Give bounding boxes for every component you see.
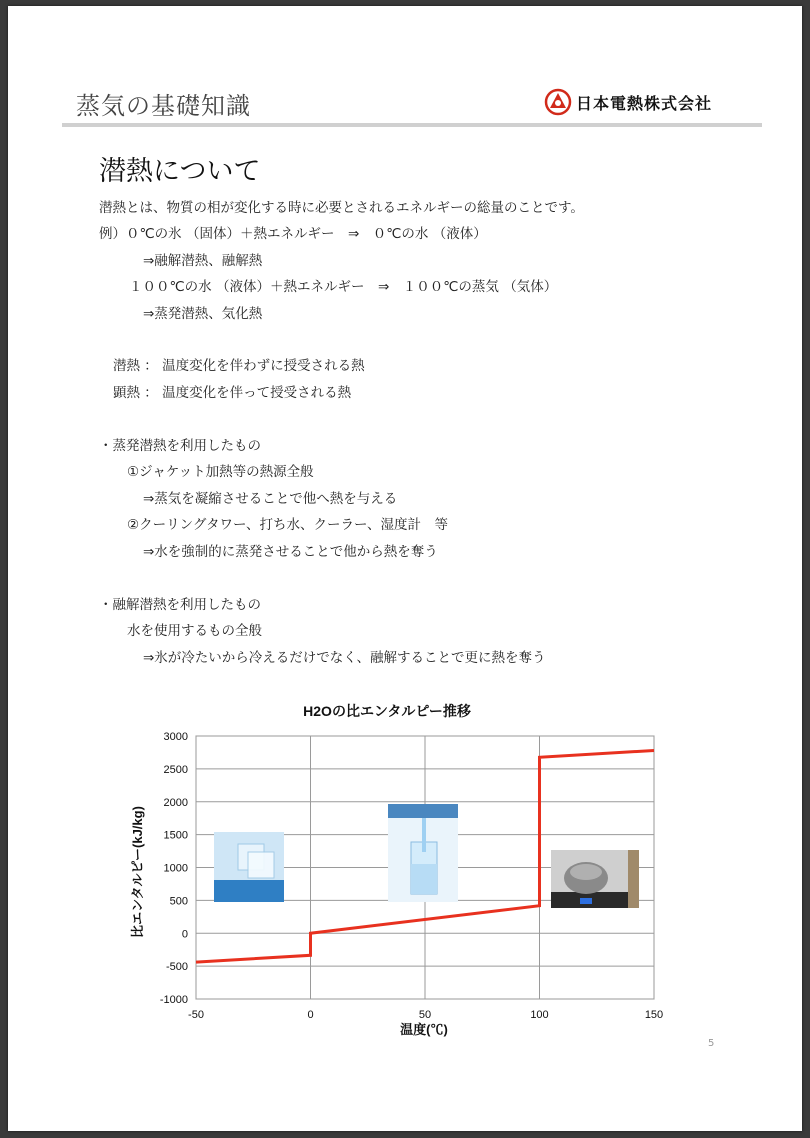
text-line: 潜熱 ： 温度変化を伴わずに授受される熱	[113, 358, 365, 374]
x-tick-label: 0	[307, 1009, 314, 1021]
y-tick-label: 1500	[163, 829, 188, 842]
y-tick-label: 0	[181, 928, 188, 941]
text-line: 水を使用するもの全般	[127, 623, 262, 639]
x-tick-label: 100	[530, 1009, 549, 1021]
x-tick-label: 150	[644, 1009, 664, 1021]
company-emblem-icon	[544, 88, 572, 116]
text-line: ・融解潜熱を利用したもの	[99, 597, 261, 613]
chart-title: H2Oの比エンタルピー推移	[303, 703, 471, 719]
text-line: ・蒸発潜熱を利用したもの	[99, 438, 261, 454]
ice-cube-image	[214, 832, 284, 902]
header-title: 蒸気の基礎知識	[76, 92, 251, 120]
text-line: ⇒蒸発潜熱、気化熱	[143, 306, 263, 322]
x-axis-label: 温度(℃)	[400, 1022, 448, 1037]
text-line: 顕熱 ： 温度変化を伴って授受される熱	[113, 385, 352, 401]
y-tick-label: 3000	[163, 731, 188, 743]
text-line: 例）０℃の氷 （固体）＋熱エネルギー ⇒ ０℃の水 （液体）	[99, 226, 487, 242]
text-line: ②クーリングタワー、打ち水、クーラー、湿度計 等	[127, 517, 448, 533]
text-line: １００℃の水 （液体）＋熱エネルギー ⇒ １００℃の蒸気 （気体）	[129, 279, 558, 295]
text-line: 潜熱とは、物質の相が変化する時に必要とされるエネルギーの総量のことです。	[99, 200, 584, 216]
text-line: ①ジャケット加熱等の熱源全般	[127, 464, 314, 480]
company-name: 日本電熱株式会社	[576, 93, 713, 113]
y-tick-label: -1000	[159, 994, 188, 1006]
x-tick-label: 50	[418, 1009, 432, 1021]
kettle-stove-image	[551, 850, 639, 908]
section-title: 潜熱について	[99, 156, 261, 187]
y-tick-label: -500	[165, 961, 188, 974]
text-line: ⇒融解潜熱、融解熱	[143, 253, 263, 269]
y-axis-label: 比エンタルピー(kJ/kg)	[130, 806, 145, 938]
header-divider	[62, 123, 762, 127]
document-page	[8, 6, 802, 1131]
x-tick-label: -50	[188, 1009, 204, 1021]
water-glass-image	[388, 804, 458, 902]
enthalpy-chart	[108, 692, 688, 1042]
y-tick-label: 2500	[163, 763, 188, 776]
y-tick-label: 500	[169, 895, 188, 908]
text-line: ⇒氷が冷たいから冷えるだけでなく、融解することで更に熱を奪う	[143, 650, 546, 666]
y-tick-label: 2000	[163, 796, 188, 809]
company-logo	[544, 88, 712, 116]
text-line: ⇒蒸気を凝縮させることで他へ熱を与える	[143, 491, 398, 507]
y-tick-label: 1000	[163, 862, 188, 875]
page-number: 5	[708, 1038, 715, 1049]
text-line: ⇒水を強制的に蒸発させることで他から熱を奪う	[143, 544, 438, 560]
